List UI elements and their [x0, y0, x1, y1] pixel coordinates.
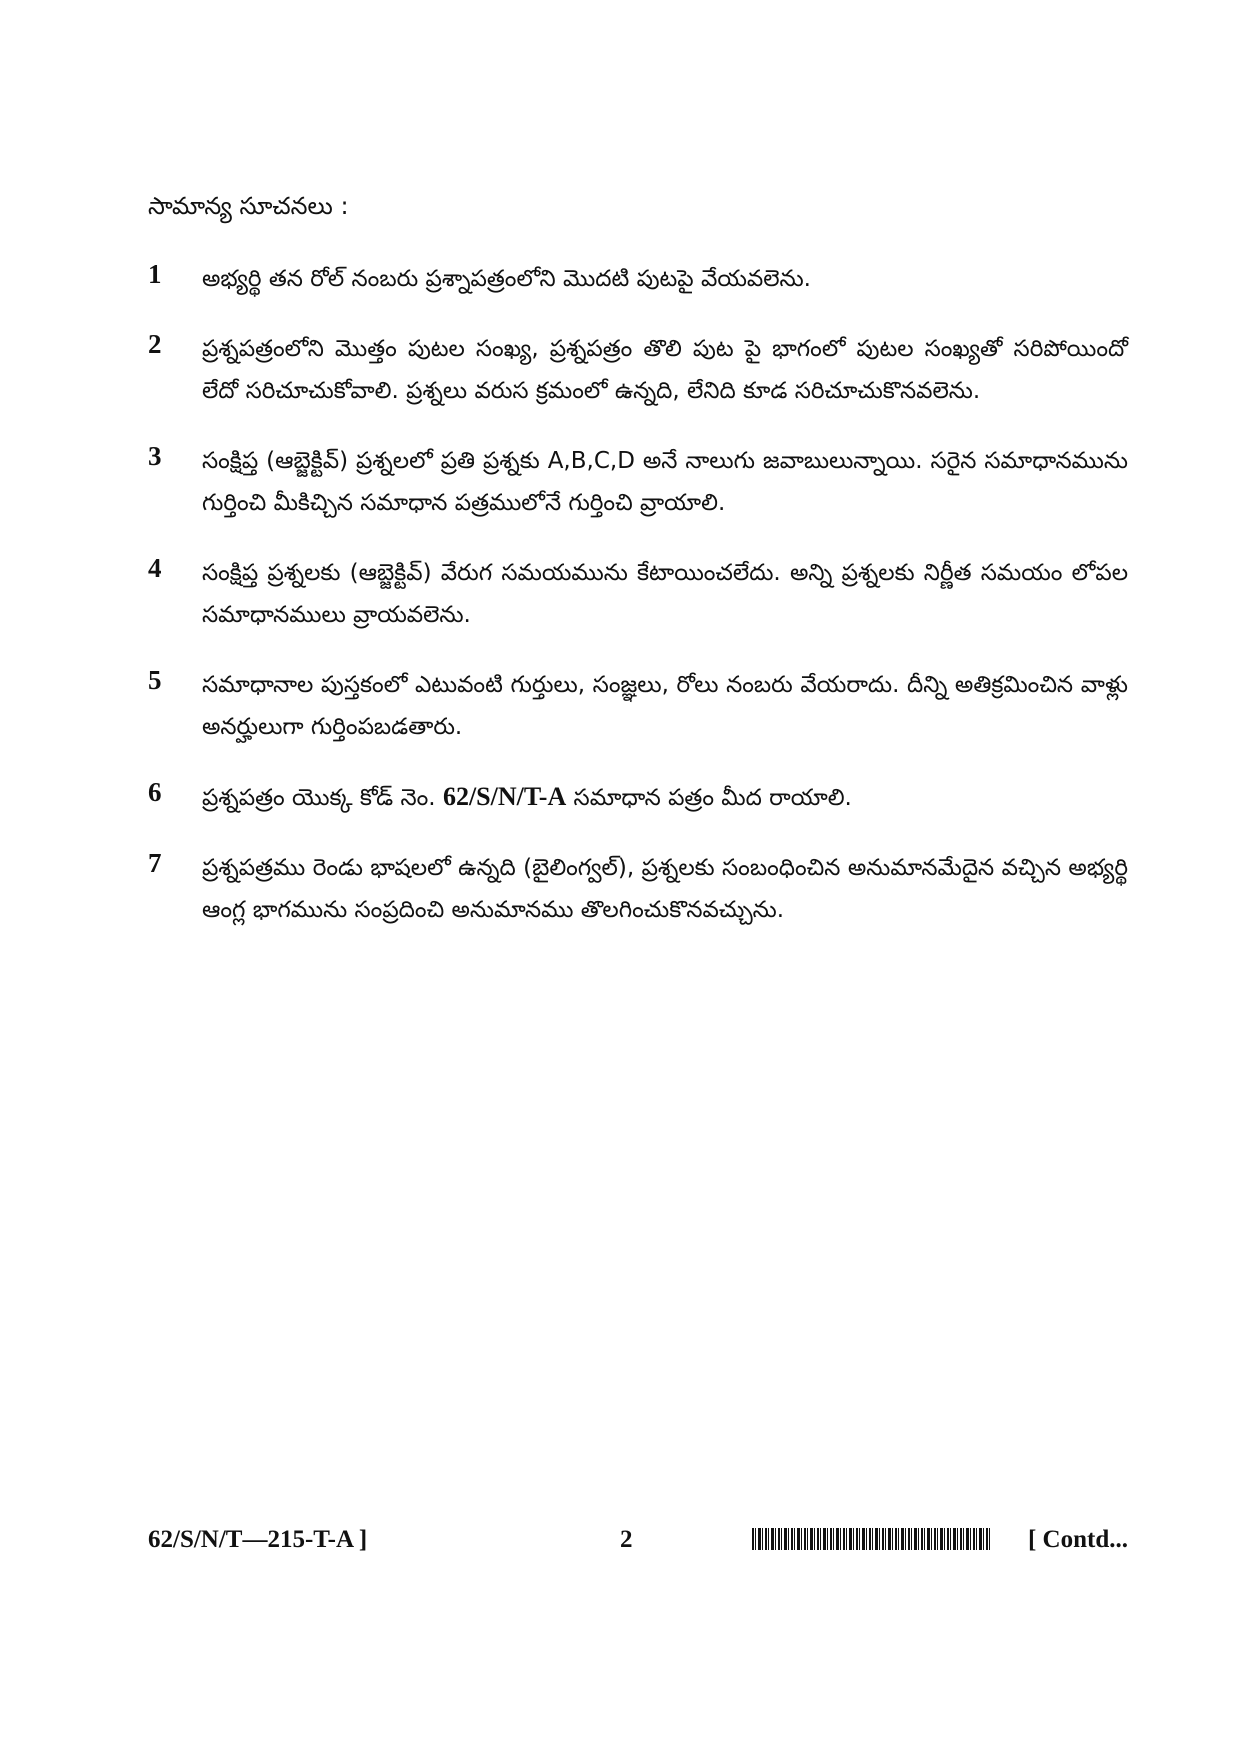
instruction-item: [148, 664, 1128, 748]
instruction-text: సమాధానాల పుస్తకంలో ఎటువంటి గుర్తులు, సంజ్ఞలు, రోలు నంబరు వేయరాదు. దీన్ని అతిక్రమించిన వాళ్లు అనర్హులుగా గుర్తింపబడతారు.: [202, 672, 1128, 740]
instruction-number: 4: [148, 553, 162, 583]
question-paper-code: 62/S/N/T-A: [442, 782, 567, 811]
instructions-list: [148, 258, 1128, 959]
instruction-number: 7: [148, 848, 162, 878]
instruction-text: ప్రశ్నపత్రంలోని మొత్తం పుటల సంఖ్య, ప్రశ్నపత్రం తొలి పుట పై భాగంలో పుటల సంఖ్యతో సరిపోయిందో లేదో సరిచూచుకోవాలి. ప్రశ్నలు వరుస క్రమంలో ఉన్నది, లేనిది కూడ సరిచూచుకొనవలెను.: [202, 336, 1128, 404]
instruction-number: 1: [148, 259, 162, 289]
instruction-text-after: సమాధాన పత్రం మీద రాయాలి.: [573, 785, 852, 811]
instruction-number: 6: [148, 777, 162, 807]
instruction-text: ప్రశ్నపత్రము రెండు భాషలలో ఉన్నది (బైలింగ్వల్), ప్రశ్నలకు సంబంధించిన అనుమానమేదైన వచ్చిన అభ్యర్థి ఆంగ్ల భాగమును సంప్రదించి అనుమానము తొలగించుకొనవచ్చును.: [202, 855, 1128, 923]
instruction-item: [148, 847, 1128, 931]
instruction-item: [148, 440, 1128, 524]
instruction-text: [202, 776, 1128, 819]
instruction-text-before: ప్రశ్నపత్రం యొక్క కోడ్ నెం.: [202, 785, 436, 811]
footer-paper-code: 62/S/N/T—215-T-A ]: [148, 1526, 368, 1553]
instruction-item: [148, 258, 1128, 300]
instruction-text: సంక్షిప్త (ఆబ్జెక్టివ్) ప్రశ్నలలో ప్రతి ప్రశ్నకు A,B,C,D అనే నాలుగు జవాబులున్నాయి. సరైన సమాధానమును గుర్తించి మీకిచ్చిన సమాధాన పత్రములోనే గుర్తించి వ్రాయాలి.: [202, 448, 1128, 516]
instruction-item: [148, 776, 1128, 819]
instruction-item: [148, 328, 1128, 412]
instructions-heading: సామాన్య సూచనలు :: [148, 192, 349, 220]
instruction-text: సంక్షిప్త ప్రశ్నలకు (ఆబ్జెక్టివ్) వేరుగ సమయమును కేటాయించలేదు. అన్ని ప్రశ్నలకు నిర్ణీత సమయం లోపల సమాధానములు వ్రాయవలెను.: [202, 560, 1128, 628]
instruction-number: 2: [148, 329, 162, 359]
instruction-number: 5: [148, 665, 162, 695]
instruction-text: అభ్యర్థి తన రోల్ నంబరు ప్రశ్నాపత్రంలోని మొదటి పుటపై వేయవలెను.: [202, 266, 811, 292]
instruction-number: 3: [148, 441, 162, 471]
page-number: 2: [620, 1526, 633, 1553]
continued-label: [ Contd...: [1027, 1526, 1128, 1553]
instruction-item: [148, 552, 1128, 636]
page-footer: [148, 1522, 1128, 1558]
barcode-icon: [752, 1528, 990, 1550]
